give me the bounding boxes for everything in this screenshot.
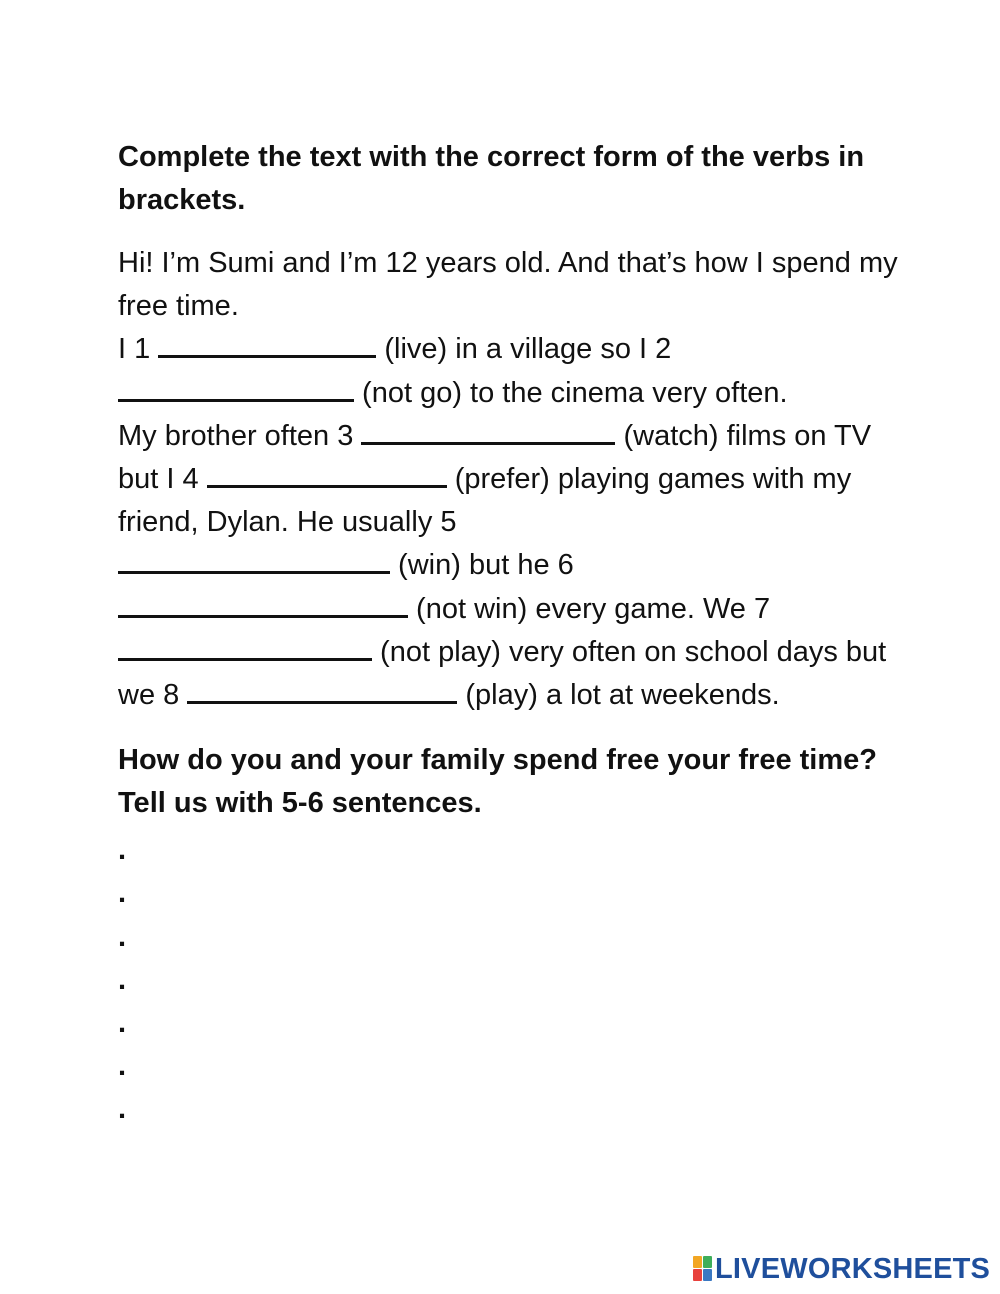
passage-text: (play) a lot at weekends. xyxy=(457,679,780,712)
logo-text: LIVEWORKSHEETS xyxy=(715,1253,991,1285)
blank-7[interactable] xyxy=(118,632,372,661)
blank-8[interactable] xyxy=(187,675,457,704)
answer-line[interactable]: . xyxy=(118,1006,127,1039)
passage-intro: Hi! I’m Sumi and I’m 12 years old. And that’s how I spend my free time. xyxy=(118,247,898,323)
passage-text: (watch) films on TV but I 4 xyxy=(118,419,872,496)
writing-question: How do you and your family spend free your free time? Tell us with 5-6 sentences. xyxy=(118,744,877,820)
answer-line[interactable]: . xyxy=(118,1093,127,1126)
blank-3[interactable] xyxy=(361,416,615,445)
answer-line[interactable]: . xyxy=(118,963,127,996)
answer-line[interactable]: . xyxy=(118,877,127,910)
logo-blocks-icon xyxy=(693,1256,713,1282)
blank-2[interactable] xyxy=(118,373,354,402)
answer-line[interactable]: . xyxy=(118,834,127,867)
answer-line[interactable]: . xyxy=(118,1050,127,1083)
passage-text: I 1 xyxy=(118,333,159,366)
passage-text: My brother often 3 xyxy=(118,419,362,452)
passage-text: (win) but he 6 xyxy=(390,549,574,582)
blank-1[interactable] xyxy=(158,329,376,358)
instruction-heading: Complete the text with the correct form of the verbs in brackets. xyxy=(118,141,865,216)
answer-lines xyxy=(118,829,898,1131)
passage-text: (not play) very often on school days but we 8 xyxy=(118,635,887,712)
passage-text: (prefer) playing games with my friend, Dylan. He usually 5 xyxy=(118,463,852,539)
passage xyxy=(118,242,898,717)
passage-text: (live) in a village so I 2 xyxy=(376,333,672,366)
passage-text: (not go) to the cinema very often. xyxy=(354,376,788,409)
worksheet xyxy=(118,136,898,1132)
blank-5[interactable] xyxy=(118,545,390,574)
blank-4[interactable] xyxy=(207,459,447,488)
passage-text: (not win) every game. We 7 xyxy=(408,592,771,625)
liveworksheets-logo xyxy=(693,1254,990,1284)
answer-line[interactable]: . xyxy=(118,920,127,953)
blank-6[interactable] xyxy=(118,589,408,618)
